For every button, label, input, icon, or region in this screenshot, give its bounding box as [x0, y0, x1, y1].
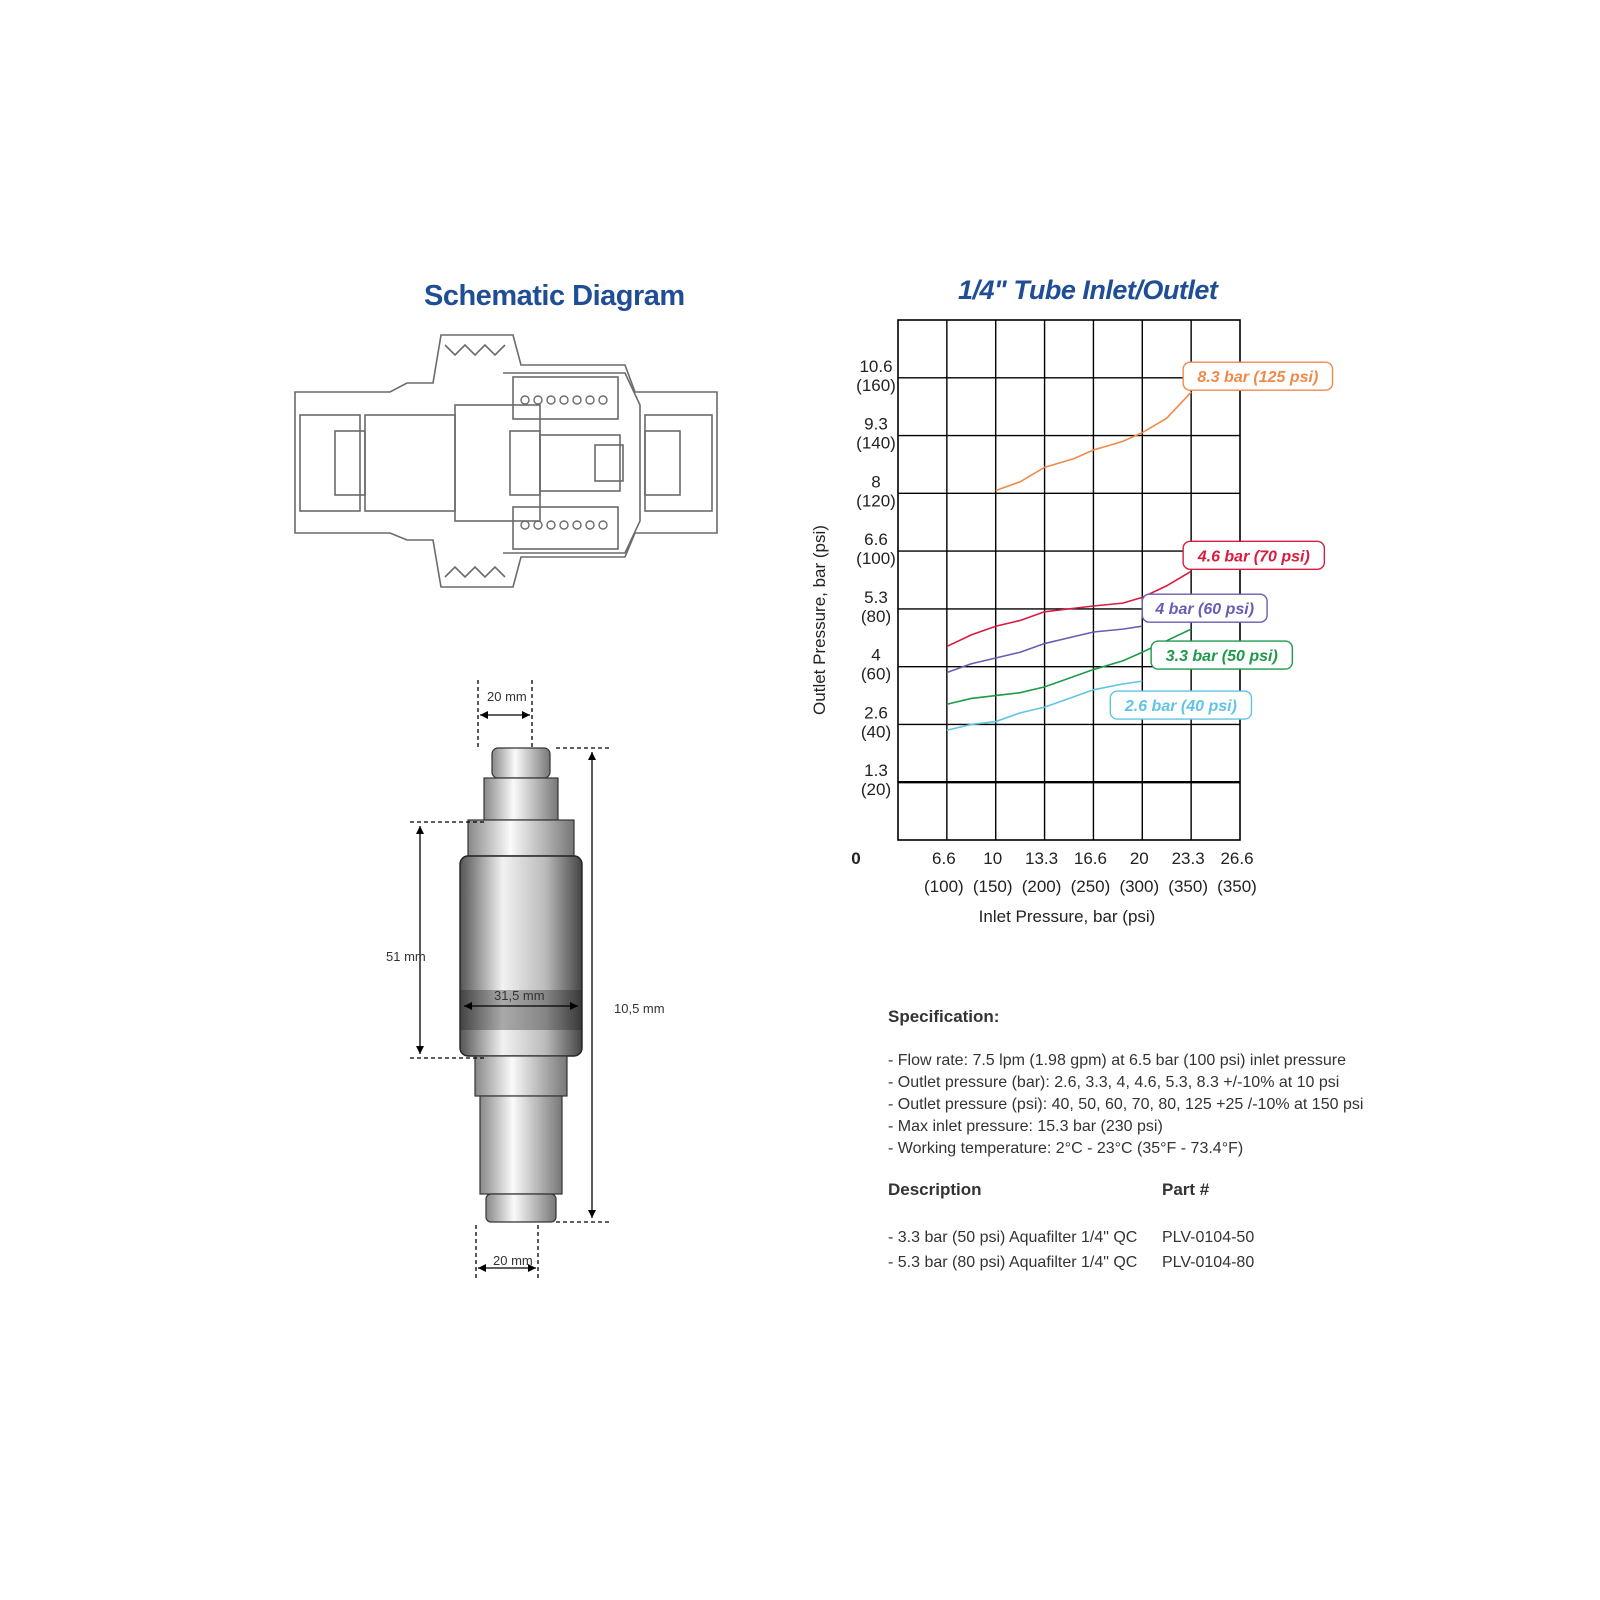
x-tick-label: (150) [972, 877, 1013, 896]
parts-number-header: Part # [1162, 1180, 1210, 1199]
spec-line: - Outlet pressure (bar): 2.6, 3.3, 4, 4.6, 5.3, 8.3 +/-10% at 10 psi [888, 1074, 1340, 1091]
x-tick-label: 16.6 [1073, 849, 1107, 868]
dim-body-length: 51 mm [386, 949, 426, 964]
spec-line: - Flow rate: 7.5 lpm (1.98 gpm) at 6.5 bar (100 psi) inlet pressure [888, 1052, 1346, 1069]
y-tick-label: 2.6 [864, 703, 888, 723]
dim-body-diameter: 31,5 mm [494, 988, 545, 1003]
series-label: 4 bar (60 psi) [1155, 601, 1255, 619]
pressure-chart [810, 310, 1320, 950]
y-tick-label: (40) [860, 722, 892, 742]
series-label: 2.6 bar (40 psi) [1124, 698, 1237, 716]
schematic-title: Schematic Diagram [424, 280, 685, 312]
series-label: 3.3 bar (50 psi) [1165, 648, 1278, 666]
x-tick-label: (100) [924, 877, 964, 896]
y-tick-label: (80) [860, 606, 892, 626]
part-row-description: - 3.3 bar (50 psi) Aquafilter 1/4" QC [888, 1229, 1138, 1246]
dim-total-length: 10,5 mm [614, 1001, 665, 1016]
y-tick-label: (100) [856, 549, 896, 569]
part-row-description: - 5.3 bar (80 psi) Aquafilter 1/4" QC [888, 1254, 1138, 1271]
y-tick-label: 8 [871, 472, 881, 492]
x-tick-label: 6.6 [932, 849, 956, 868]
part-row-number: PLV-0104-80 [1162, 1254, 1255, 1271]
x-tick-label: (350) [1217, 877, 1257, 896]
y-tick-label: 6.6 [864, 530, 888, 550]
chart-title: 1/4" Tube Inlet/Outlet [958, 275, 1218, 305]
x-tick-label: 10 [983, 849, 1003, 868]
y-axis-label: Outlet Pressure, bar (psi) [810, 525, 829, 715]
y-tick-label: (20) [860, 780, 892, 800]
x-tick-label: 20 [1129, 849, 1149, 868]
x-tick-label: (250) [1070, 877, 1111, 896]
dim-top-width: 20 mm [487, 689, 527, 704]
x-tick-label: 23.3 [1171, 849, 1205, 868]
dim-bottom-width: 20 mm [493, 1253, 533, 1268]
y-tick-label: 9.3 [864, 414, 888, 434]
spec-heading: Specification: [888, 1007, 1000, 1026]
x-origin-label: 0 [851, 849, 861, 868]
spec-line: - Max inlet pressure: 15.3 bar (230 psi) [888, 1118, 1163, 1135]
part-row-number: PLV-0104-50 [1162, 1229, 1255, 1246]
spec-list [888, 1050, 1363, 1160]
x-tick-label: 13.3 [1025, 849, 1059, 868]
y-tick-label: 4 [871, 645, 881, 665]
series-label: 4.6 bar (70 psi) [1197, 548, 1310, 566]
x-tick-label: (300) [1119, 877, 1160, 896]
y-tick-label: 10.6 [859, 356, 893, 376]
y-tick-label: (140) [856, 433, 896, 453]
y-tick-label: 5.3 [864, 587, 888, 607]
x-tick-label: (350) [1168, 877, 1208, 896]
plot-frame [898, 320, 1240, 840]
y-tick-label: 1.3 [864, 761, 888, 781]
schematic-cross-section [295, 335, 725, 595]
spec-line: - Working temperature: 2°C - 23°C (35°F - 73.4°F) [888, 1140, 1244, 1157]
x-tick-label: (200) [1021, 877, 1062, 896]
x-axis-label: Inlet Pressure, bar (psi) [978, 907, 1156, 926]
y-tick-label: (160) [856, 375, 896, 395]
y-tick-label: (60) [860, 664, 892, 684]
spec-line: - Outlet pressure (psi): 40, 50, 60, 70, 80, 125 +25 /-10% at 150 psi [888, 1096, 1364, 1113]
series-label: 8.3 bar (125 psi) [1197, 369, 1319, 387]
y-tick-label: (120) [856, 491, 896, 511]
parts-description-header: Description [888, 1180, 982, 1199]
x-tick-label: 26.6 [1220, 849, 1254, 868]
